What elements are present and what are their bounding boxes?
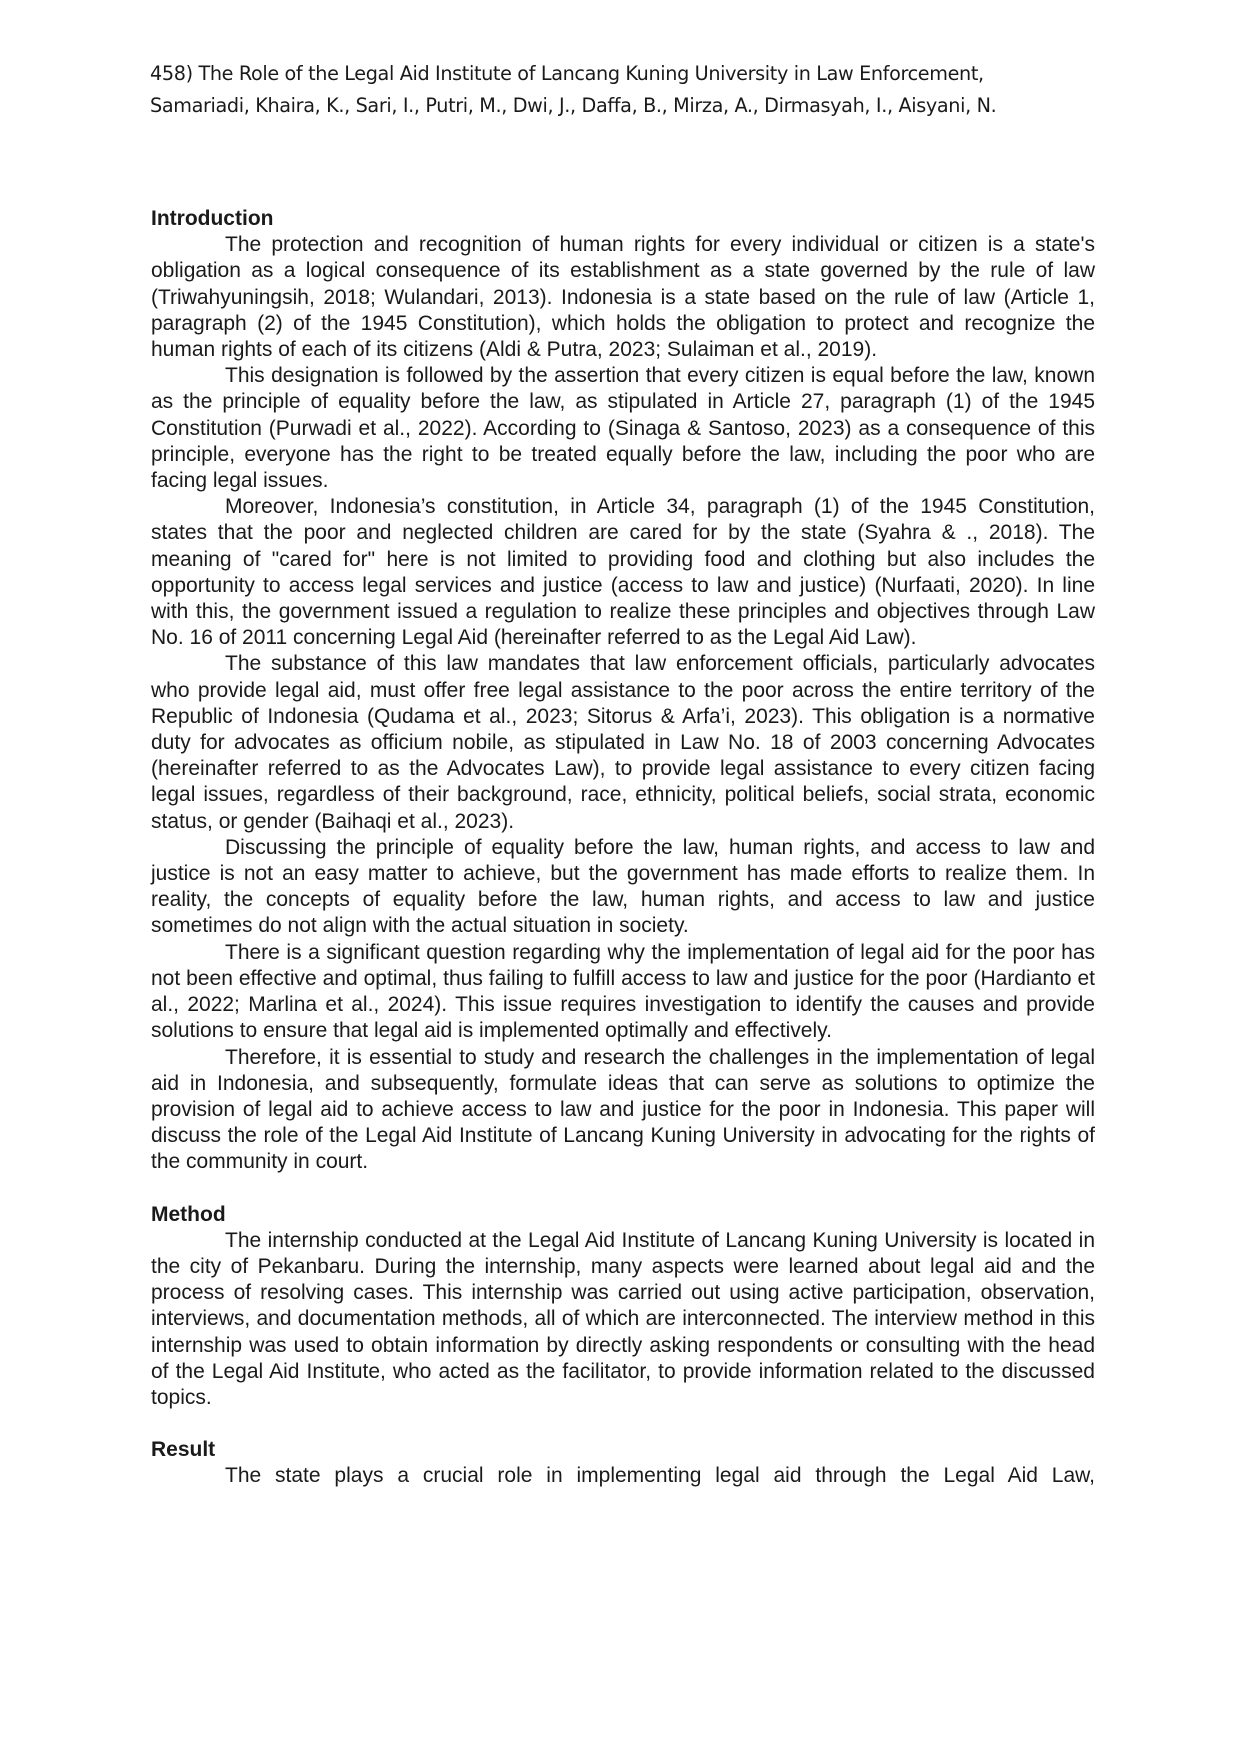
method-heading: Method [151,1202,226,1226]
introduction-paragraph: This designation is followed by the assertion that every citizen is equal before the law, known as the principle of equality before the law, as stipulated in Article 27, paragraph (1) of the 1945 Constitution (Purwadi et al., 2022). According to (Sinaga & Santoso, 2023) as a consequence of this principle, everyone has the right to be treated equally before the law, including the poor who are facing legal issues. [151,364,1095,493]
running-header [150,58,1100,122]
introduction-paragraph: There is a significant question regarding why the implementation of legal aid for the poor has not been effective and optimal, thus failing to fulfill access to law and justice for the poor (Hardianto et al., 2022; Marlina et al., 2024). This issue requires investigation to identify the causes and provide solutions to ensure that legal aid is implemented optimally and effectively. [151,940,1095,1043]
section-spacer [151,1411,1095,1437]
introduction-paragraph: Therefore, it is essential to study and research the challenges in the implementation of legal aid in Indonesia, and subsequently, formulate ideas that can serve as solutions to optimize the provision of legal aid to achieve access to law and justice for the poor in Indonesia. This paper will discuss the role of the Legal Aid Institute of Lancang Kuning University in advocating for the rights of the community in court. [151,1045,1095,1174]
introduction-heading: Introduction [151,207,274,230]
section-spacer [151,1176,1095,1202]
introduction-paragraph: Discussing the principle of equality before the law, human rights, and access to law and justice is not an easy matter to achieve, but the government has made efforts to realize them. In reality, the concepts of equality before the law, human rights, and access to law and justice sometimes do not align with the actual situation in society. [151,835,1095,938]
method-paragraph: The internship conducted at the Legal Aid Institute of Lancang Kuning University is located in the city of Pekanbaru. During the internship, many aspects were learned about legal aid and the process of resolving cases. This internship was carried out using active participation, observation, interviews, and documentation methods, all of which are interconnected. The interview method in this internship was used to obtain information by directly asking respondents or consulting with the head of the Legal Aid Institute, who acted as the facilitator, to provide information related to the discussed topics. [151,1228,1095,1409]
running-header-title: 458) The Role of the Legal Aid Institute of Lancang Kuning University in Law Enforcement, [150,62,984,85]
result-paragraph: The state plays a crucial role in implementing legal aid through the Legal Aid Law, [225,1464,1095,1488]
introduction-section [151,206,1095,1176]
introduction-paragraph: Moreover, Indonesia’s constitution, in Article 34, paragraph (1) of the 1945 Constitution, states that the poor and neglected children are cared for by the state (Syahra & ., 2018). The meaning of "cared for" here is not limited to providing food and clothing but also includes the opportunity to access legal services and justice (access to law and justice) (Nurfaati, 2020). In line with this, the government issued a regulation to realize these principles and objectives through Law No. 16 of 2011 concerning Legal Aid (hereinafter referred to as the Legal Aid Law). [151,495,1095,650]
introduction-paragraph: The substance of this law mandates that law enforcement officials, particularly advocates who provide legal aid, must offer free legal assistance to the poor across the entire territory of the Republic of Indonesia (Qudama et al., 2023; Sitorus & Arfa’i, 2023). This obligation is a normative duty for advocates as officium nobile, as stipulated in Law No. 18 of 2003 concerning Advocates (hereinafter referred to as the Advocates Law), to provide legal assistance to every citizen facing legal issues, regardless of their background, race, ethnicity, political beliefs, social strata, economic status, or gender (Baihaqi et al., 2023). [151,652,1095,833]
result-section [151,1437,1095,1489]
running-header-authors: Samariadi, Khaira, K., Sari, I., Putri, M., Dwi, J., Daffa, B., Mirza, A., Dirmasyah, I., Aisyani, N. [150,94,997,117]
method-section [151,1202,1095,1412]
result-heading: Result [151,1438,216,1462]
paper-body [151,206,1095,1490]
introduction-paragraph: The protection and recognition of human rights for every individual or citizen is a state's obligation as a logical consequence of its establishment as a state governed by the rule of law (Triwahyuningsih, 2018; Wulandari, 2013). Indonesia is a state based on the rule of law (Article 1, paragraph (2) of the 1945 Constitution), which holds the obligation to protect and recognize the human rights of each of its citizens (Aldi & Putra, 2023; Sulaiman et al., 2019). [151,233,1095,362]
